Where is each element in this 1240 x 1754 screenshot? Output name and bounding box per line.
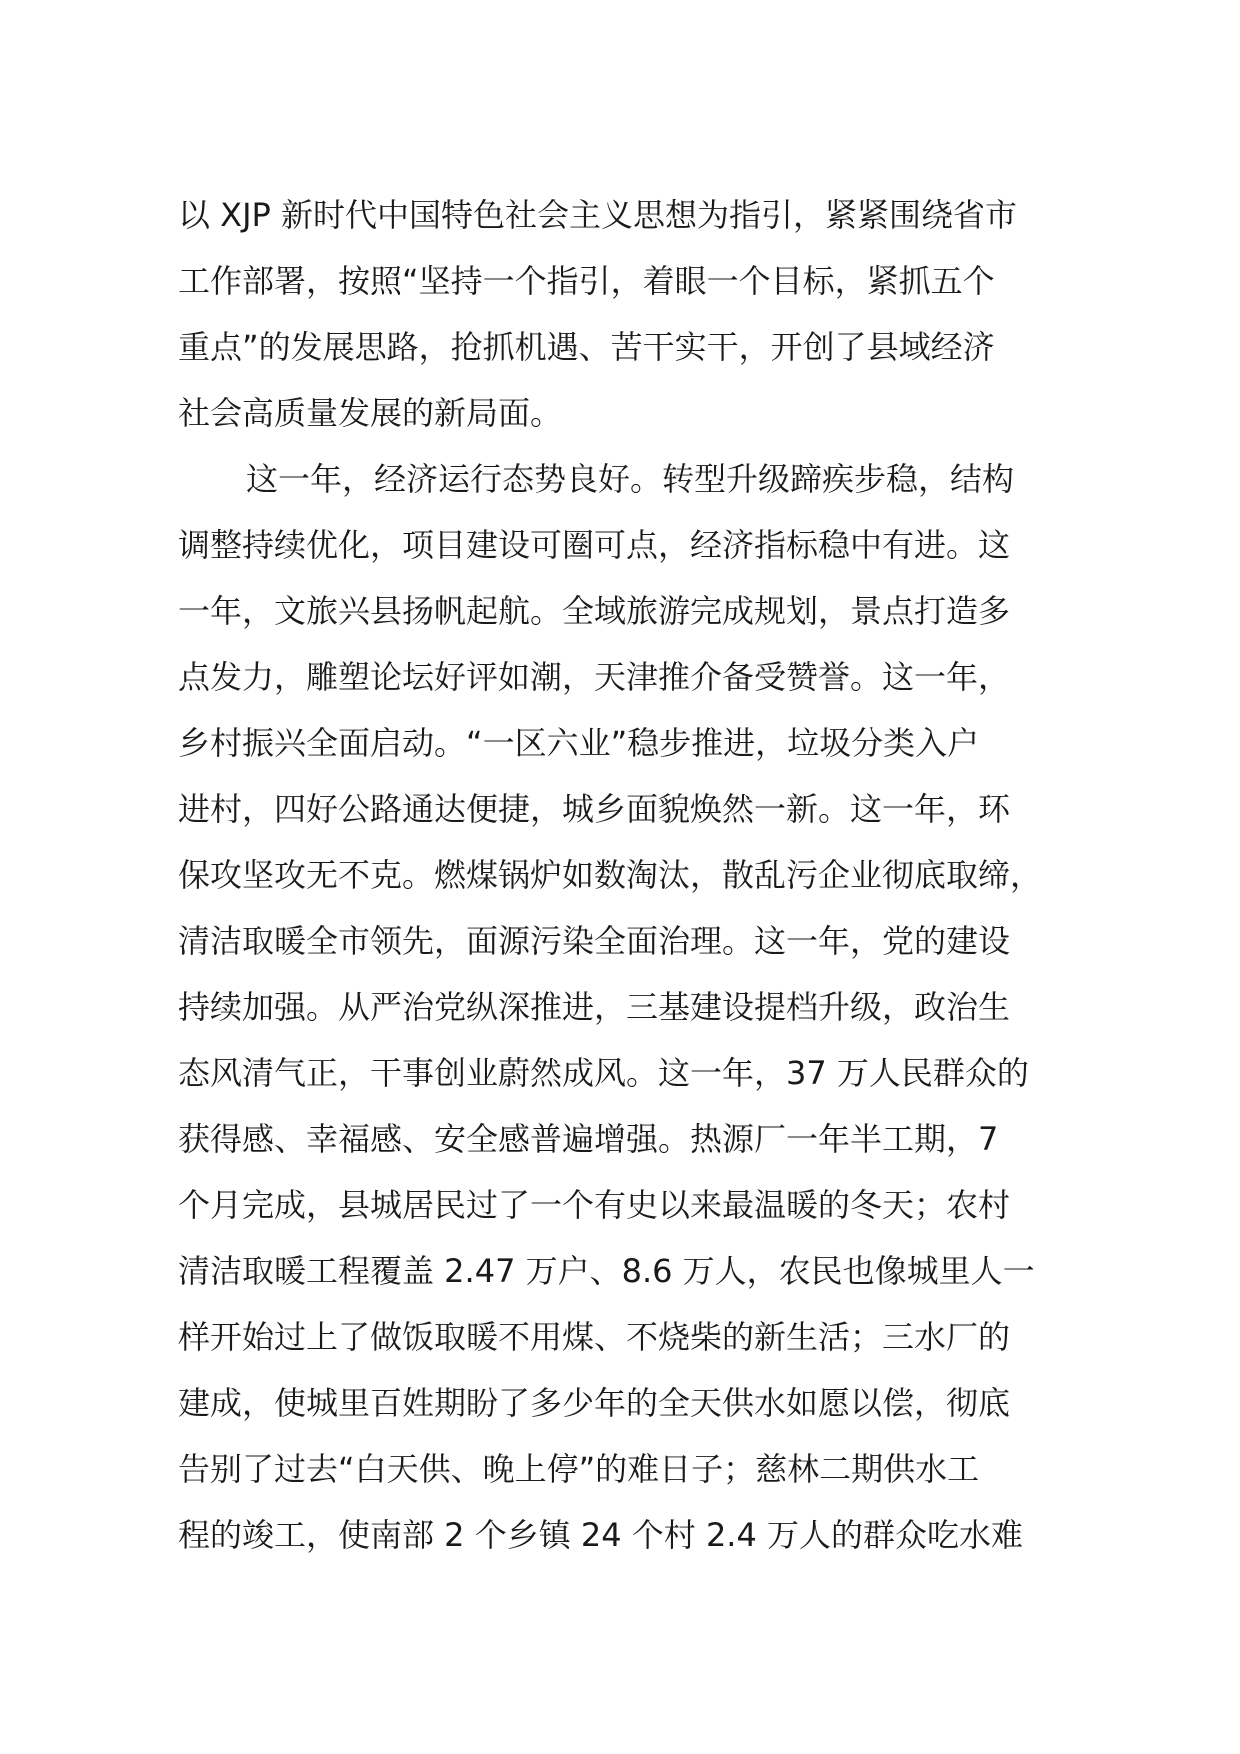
text-line: 态风清气正，干事创业蔚然成风。这一年，37 万人民群众的 [178, 1054, 1029, 1092]
text-line: 社会高质量发展的新局面。 [178, 394, 563, 432]
text-line: 程的竣工，使南部 2 个乡镇 24 个村 2.4 万人的群众吃水难 [178, 1516, 1024, 1554]
text-line: 保攻坚攻无不克。燃煤锅炉如数淘汰，散乱污企业彻底取缔， [178, 856, 1043, 894]
text-line: 样开始过上了做饭取暖不用煤、不烧柴的新生活；三水厂的 [178, 1318, 1011, 1356]
text-line: 点发力，雕塑论坛好评如潮，天津推介备受赞誉。这一年， [178, 658, 1011, 696]
text-line: 清洁取暖工程覆盖 2.47 万户、8.6 万人，农民也像城里人一 [178, 1252, 1035, 1290]
text-line: 告别了过去“白天供、晚上停”的难日子；慈林二期供水工 [178, 1450, 980, 1488]
text-line: 进村，四好公路通达便捷，城乡面貌焕然一新。这一年，环 [178, 790, 1011, 828]
text-line: 个月完成，县城居民过了一个有史以来最温暖的冬天；农村 [178, 1186, 1011, 1224]
text-line: 工作部署，按照“坚持一个指引，着眼一个目标，紧抓五个 [178, 262, 995, 300]
text-line: 建成，使城里百姓期盼了多少年的全天供水如愿以偿，彻底 [178, 1384, 1011, 1422]
text-line: 持续加强。从严治党纵深推进，三基建设提档升级，政治生 [178, 988, 1011, 1026]
paragraph-first-line: 这一年，经济运行态势良好。转型升级蹄疾步稳，结构 [246, 460, 1015, 498]
text-line: 清洁取暖全市领先，面源污染全面治理。这一年，党的建设 [178, 922, 1011, 960]
text-line: 乡村振兴全面启动。“一区六业”稳步推进，垃圾分类入户 [178, 724, 980, 762]
body-text [178, 182, 1098, 1568]
text-line: 以 XJP 新时代中国特色社会主义思想为指引，紧紧围绕省市 [178, 196, 1018, 234]
text-line: 一年，文旅兴县扬帆起航。全域旅游完成规划，景点打造多 [178, 592, 1011, 630]
text-line: 调整持续优化，项目建设可圈可点，经济指标稳中有进。这 [178, 526, 1011, 564]
text-line: 重点”的发展思路，抢抓机遇、苦干实干，开创了县域经济 [178, 328, 995, 366]
text-line: 获得感、幸福感、安全感普遍增强。热源厂一年半工期，7 [178, 1120, 999, 1158]
